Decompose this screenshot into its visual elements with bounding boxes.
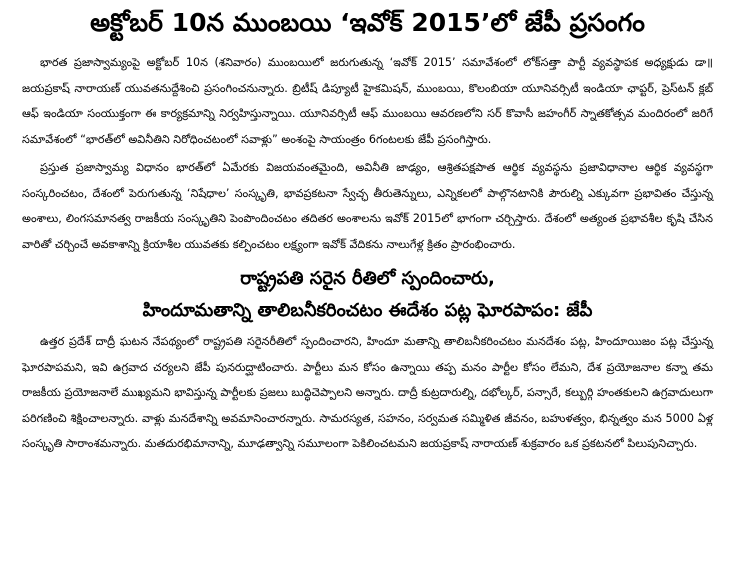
paragraph-1-text: భారత ప్రజాస్వామ్యంపై అక్టోబర్ 10న (శనివారం) ముంబయిలో జరుగుతున్న ‘ఇవోక్ 2015’ సమావేశంలో లోక్‌సత్తా పార్టీ వ్యవస్థాపక అధ్యక్షుడు డా॥ జయప్రకాష్ నారాయణ్ యువతనుద్దేశించి ప్రసంగించనున్నారు. బ్రిటీష్ డిప్యూటీ హైకమిషన్, ముంబయి, కొలంబియా యూనివర్సిటీ ఇండియా ఛాప్టర్, ప్రెస్‌టన్ క్లబ్ ఆఫ్ ఇండియా సంయుక్తంగా ఈ కార్యక్రమాన్ని నిర్వహిస్తున్నాయి. యూనివర్సిటీ ఆఫ్ ముంబయి ఆవరణలోని సర్ కొవాసీ జహంగీర్ స్నాతకోత్సవ మందిరంలో జరిగే సమావేశంలో “భారత్‌లో అవినీతిని నిరోధించటంలో సవాళ్లు” అంశంపై సాయంత్రం 6గంటలకు జేపీ ప్రసంగిస్తారు. (22, 56, 713, 146)
subheading-2: హిందూమతాన్ని తాలిబనీకరించటం ఈదేశం పట్ల ఘోరపాపం: జేపీ (142, 300, 593, 321)
article-paragraph-1 (22, 50, 713, 152)
subheading-block (22, 263, 713, 327)
article-paragraph-2 (22, 155, 713, 257)
subheading-1: రాష్ట్రపతి సరైన రీతిలో స్పందించారు, (240, 268, 495, 289)
paragraph-2-text: ప్రస్తుత ప్రజాస్వామ్య విధానం భారత్‌లో ఏమేరకు విజయవంతమైంది, అవినీతి జాఢ్యం, ఆశ్రితపక్షపాత ఆర్థిక వ్యవస్థను ప్రజావిధానాల ఆర్థిక వ్యవస్థగా సంస్కరించటం, దేశంలో పెరుగుతున్న ‘నిషేధాల’ సంస్కృతి, భావప్రకటనా స్వేచ్ఛ తీరుతెన్నులు, ఎన్నికలలో పాల్గొనటానికి పౌరుల్ని ఎక్కువగా ప్రభావితం చేస్తున్న అంశాలు, లింగసమానత్వ రాజకీయ సంస్కృతిని పెంపొందించటం తదితర అంశాలను ఇవోక్ 2015లో భాగంగా చర్చిస్తారు. దేశంలో అత్యంత ప్రభావశీల కృషి చేసిన వారితో చర్చించే అవకాశాన్ని క్రియాశీల యువతకు కల్పించటం లక్ష్యంగా ఇవోక్ వేదికను నాలుగేళ్ల క్రితం ప్రారంభించారు. (22, 161, 713, 251)
article-paragraph-3 (22, 329, 713, 457)
article-title: అక్టోబర్ 10న ముంబయి ‘ఇవోక్ 2015’లో జేపీ ప్రసంగం (90, 8, 645, 37)
paragraph-3-text: ఉత్తర ప్రదేశ్ దాద్రీ ఘటన నేపథ్యంలో రాష్ట్రపతి సరైనరీతిలో స్పందించారని, హిందూ మతాన్ని తాలిబనీకరించటం మనదేశం పట్ల, హిందూయిజం పట్ల చేస్తున్న ఘోరపాపమని, ఇవి ఉగ్రవాద చర్యలని జేపీ పునరుద్ఘాటించారు. పార్టీలు మన కోసం ఉన్నాయి తప్ప మనం పార్టీల కోసం లేమని, దేశ ప్రయోజనాల కన్నా తమ రాజకీయ ప్రయోజనాలే ముఖ్యమని భావిస్తున్న పార్టీలకు ప్రజలు బుద్ధిచెప్పాలని అన్నారు. దాద్రీ కుట్రదారుల్ని, దభోల్కర్, పన్సారే, కల్బుర్గి హంతకులని ఉగ్రవాదులుగా పరిగణించి శిక్షించాలన్నారు. వాళ్లు మనదేశాన్ని అవమానించారన్నారు. సామరస్యత, సహనం, సర్వమత సమ్మిళిత జీవనం, బహుళత్వం, భిన్నత్వం మన 5000 ఏళ్ల సంస్కృతి సారాంశమన్నారు. మతదురభిమానాన్ని, మూఢత్వాన్ని సమూలంగా పెకిలించటమని జయప్రకాష్ నారాయణ్ శుక్రవారం ఒక ప్రకటనలో పిలుపునిచ్చారు. (22, 335, 713, 450)
